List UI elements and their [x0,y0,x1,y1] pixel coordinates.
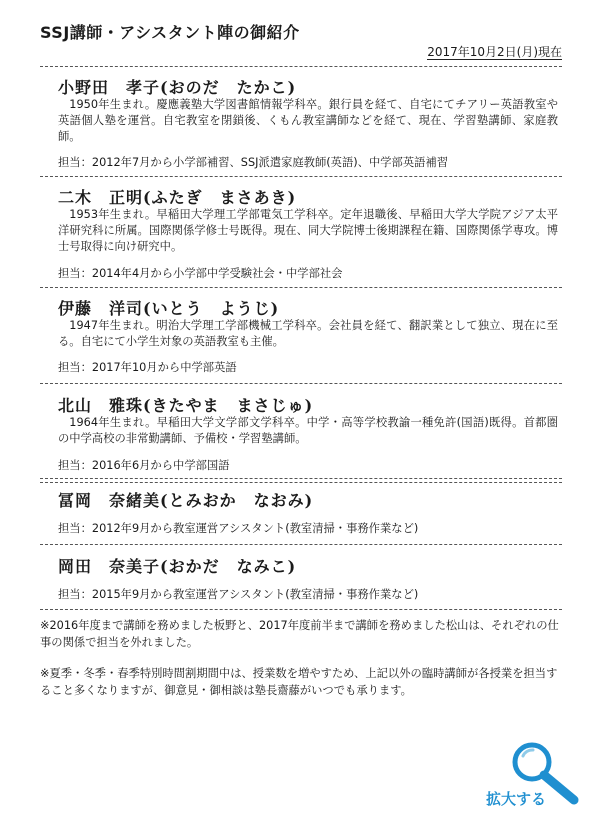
separator [40,609,562,610]
staff-charge: 担当：2012年7月から小学部補習、SSJ派遣家庭教師(英語)、中学部英語補習 [58,156,449,169]
staff-charge: 担当：2017年10月から中学部英語 [58,361,237,374]
separator [40,287,562,288]
staff-charge: 担当：2016年6月から中学部国語 [58,459,230,472]
separator [40,66,562,67]
staff-bio: 1947年生まれ。明治大学理工学部機械工学科卒。会社員を経て、翻訳業として独立、現在に至る。自宅にて小学生対象の英語教室も主催。 [58,319,558,348]
staff-name: 北山 雅珠(きたやま まさじゅ) [58,396,314,415]
assistant-charge: 担当：2015年9月から教室運営アシスタント(教室清掃・事務作業など) [58,588,419,601]
staff-name: 伊藤 洋司(いとう ようじ) [58,299,280,318]
staff-charge: 担当：2014年4月から小学部中学受験社会・中学部社会 [58,267,343,280]
assistant-name: 岡田 奈美子(おかだ なみこ) [58,557,297,576]
zoom-button[interactable] [486,740,586,810]
staff-name: 二木 正明(ふたぎ まさあき) [58,188,297,207]
separator [40,383,562,384]
note-text: ※2016年度まで講師を務めました板野と、2017年度前半まで講師を務めました松山は、それぞれの仕事の関係で担当を外れました。 [40,619,559,649]
staff-bio: 1964年生まれ。早稲田大学文学部文学科卒。中学・高等学校教諭一種免許(国語)既得。首都圏の中学高校の非常勤講師、予備校・学習塾講師。 [58,416,558,445]
assistant-charge: 担当：2012年9月から教室運営アシスタント(教室清掃・事務作業など) [58,522,419,535]
zoom-label: 拡大する [486,790,547,808]
staff-name: 小野田 孝子(おのだ たかこ) [58,78,297,97]
page-title: SSJ講師・アシスタント陣の御紹介 [40,23,300,42]
staff-bio: 1950年生まれ。慶應義塾大学図書館情報学科卒。銀行員を経て、自宅にてチアリー英語教室や英語個人塾を運営。自宅教室を閉鎖後、くもん教室講師などを経て、現在、学習塾講師、家庭教師。 [58,98,558,143]
double-separator [40,478,562,483]
staff-bio: 1953年生まれ。早稲田大学理工学部電気工学科卒。定年退職後、早稲田大学大学院アジア太平洋研究科に所属。国際関係学修士号既得。現在、同大学院博士後期課程在籍、国際関係学専攻。博士号取得に向け研究中。 [58,208,558,253]
as-of-date: 2017年10月2日(月)現在 [427,45,562,59]
note-text: ※夏季・冬季・春季特別時間割期間中は、授業数を増やすため、上記以外の臨時講師が各授業を担当すること多くなりますが、御意見・御相談は塾長齋藤がいつでも承ります。 [40,667,558,697]
assistant-name: 冨岡 奈緒美(とみおか なおみ) [58,491,314,510]
separator [40,544,562,545]
separator [40,176,562,177]
